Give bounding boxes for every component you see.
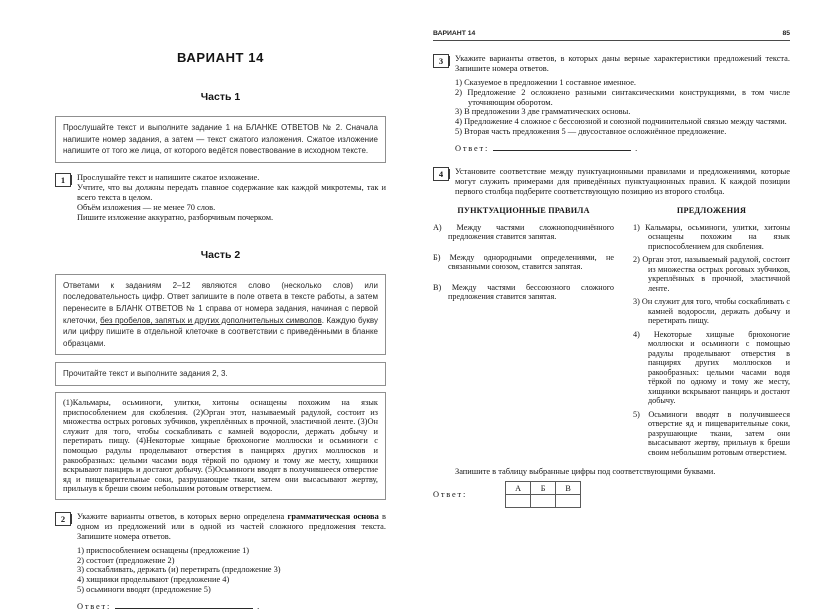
answer-table-header: А: [506, 482, 531, 495]
task-2-option: 3) соскабливать, держать (и) перетирать (предложение 3): [77, 565, 281, 575]
task-2-number: 2: [55, 512, 71, 526]
matching-columns: [433, 206, 790, 462]
answer-table-input-row: [506, 495, 581, 508]
part1-heading: Часть 1: [200, 91, 241, 103]
task-3-options: [455, 78, 790, 137]
task-2-body: [77, 512, 386, 612]
running-title: ВАРИАНТ 14: [433, 30, 476, 37]
answer-suffix: .: [635, 143, 638, 153]
task-1-number-column: [55, 173, 77, 223]
task-3-option: 5) Вторая часть предложения 5 — двусоставное осложнённое предложение.: [455, 126, 727, 136]
task-4-answer-row: [433, 481, 790, 508]
variant-title: ВАРИАНТ 14: [177, 50, 264, 65]
sentence-item: 4) Некоторые хищные брюхоногие моллюски и осьминоги с помощью радулы проделывают отверстия в панцирях других моллюсков и ракообразных: целыми часами водя тёркой по одному и тому же месту, хищники вскрывают панцирь и достают добычу.: [633, 329, 790, 406]
answer-table: [505, 481, 581, 508]
running-header: [433, 30, 790, 41]
answer-label: Ответ:: [433, 490, 468, 500]
task-3: [433, 54, 790, 154]
rule-item: Б) Между однородными определениями, не связанными союзом, ставится запятая.: [433, 252, 614, 272]
task-4-stem: Установите соответствие между пунктуационными правилами и предложениями, которые могут служить примерами для приведённых пунктуационных правил. К каждой позиции первого столбца подберите соответствующую позицию из второго столбца.: [455, 166, 790, 196]
task-1-body: [77, 173, 386, 223]
sentences-column: [633, 206, 790, 462]
task-1-line: Учтите, что вы должны передать главное содержание как каждой микротемы, так и всего текста в целом.: [77, 182, 386, 202]
task-3-answer-row: [455, 143, 790, 154]
task-1-line: Объём изложения — не менее 70 слов.: [77, 202, 216, 212]
part2-instruction-text: . Каждую букву или цифру пишите в отдельной клеточке в соответствии с приведёнными в бланке образцами.: [63, 315, 378, 348]
task-2-stem-text: Укажите варианты ответов, в которых верно определена: [77, 511, 288, 521]
part2-heading: Часть 2: [200, 248, 241, 261]
task-3-answer-blank[interactable]: [493, 143, 631, 151]
punctuation-rules-column: [433, 206, 614, 462]
task-3-option: 1) Сказуемое в предложении 1 составное именное.: [455, 78, 637, 87]
task-1-number: 1: [55, 173, 71, 187]
answer-table-header: В: [556, 482, 581, 495]
left-page: [55, 0, 386, 612]
task-4: [433, 167, 790, 197]
part1-instruction-box: Прослушайте текст и выполните задание 1 на БЛАНКЕ ОТВЕТОВ № 2. Сначала напишите номер задания, а затем — текст сжатого изложения. Сжатое изложение напишите от того же лица, от которого ведётся повествование в исходном тексте.: [55, 116, 386, 163]
rule-item: А) Между частями сложноподчинённого предложения ставится запятая.: [433, 222, 614, 242]
sentence-item: 3) Он служит для того, чтобы соскабливать с камней водоросли, держать добычу и перетирать пищу.: [633, 297, 790, 326]
answer-cell-b[interactable]: [531, 495, 556, 508]
answer-label: Ответ:: [77, 601, 112, 611]
task-3-body: [455, 54, 790, 154]
page-number: 85: [782, 30, 790, 37]
sentences-column-header: ПРЕДЛОЖЕНИЯ: [676, 205, 747, 215]
answer-table-header: Б: [531, 482, 556, 495]
read-text-note-box: Прочитайте текст и выполните задания 2, 3.: [55, 362, 386, 386]
answer-suffix: .: [257, 601, 260, 611]
right-page: [433, 0, 790, 508]
table-note: Запишите в таблицу выбранные цифры под соответствующими буквами.: [455, 467, 716, 477]
task-2-answer-blank[interactable]: [115, 601, 253, 609]
task-2-option: 2) состоит (предложение 2): [77, 555, 175, 565]
task-1-line: Пишите изложение аккуратно, разборчивым почерком.: [77, 212, 274, 222]
task-2: [55, 512, 386, 612]
task-2-option: 1) приспособлением оснащены (предложение 1): [77, 545, 250, 555]
rule-item: В) Между частями бессоюзного сложного предложения ставится запятая.: [433, 282, 614, 302]
part2-instruction-underlined: без пробелов, запятых и других дополнительных символов: [100, 315, 322, 325]
source-text-box: (1)Кальмары, осьминоги, улитки, хитоны оснащены похожим на язык приспособлением для скобления. (2)Орган этот, называемый радулой, состоит из множества острых роговых зубчиков, укреплённых в прочной, эластичной ленте. (3)Он служит для того, чтобы соскабливать с камней водоросли, держать добычу и перетирать пищу. (4)Некоторые хищные брюхоногие моллюски и осьминоги с помощью радулы проделывают отверстия в панцирях других моллюсков и ракообразных: целыми часами водя тёркой по одному и тому же месту, хищники вскрывают панцирь и достают добычу. (5)Осьминоги вводят в получившееся отверстие яд и пищеварительные соки, разрушающие ткани, затем они высасывают жертву, прильнув к бреши своим небольшим ротовым отверстием.: [55, 392, 386, 500]
task-2-number-column: [55, 512, 77, 612]
task-3-option: 4) Предложение 4 сложное с бессоюзной и союзной подчинительной связью между частями.: [455, 117, 787, 127]
task-3-stem: Укажите варианты ответов, в которых даны верные характеристики предложений текста. Запишите номера ответов.: [455, 54, 790, 73]
sentence-item: 1) Кальмары, осьминоги, улитки, хитоны оснащены похожим на язык приспособлением для скобления.: [633, 222, 790, 251]
task-4-body: [455, 167, 790, 197]
answer-cell-v[interactable]: [556, 495, 581, 508]
task-3-option: 3) В предложении 3 две грамматических основы.: [455, 107, 631, 117]
rules-column-header: ПУНКТУАЦИОННЫЕ ПРАВИЛА: [457, 205, 590, 215]
task-2-stem-text: в одном из предложений или в одной из частей сложного предложения текста. Запишите номера ответов.: [77, 511, 386, 541]
answer-label: Ответ:: [455, 143, 490, 153]
part2-instruction-text: Ответами к заданиям 2–12 являются слово (несколько слов) или последовательность цифр. Ответ запишите в поле ответа в тексте работы, а затем перенесите в БЛАНК ОТВЕТОВ № 1 справа от номера задания, начиная с первой клеточки,: [63, 280, 378, 325]
task-3-number-column: [433, 54, 455, 154]
task-4-number: 4: [433, 167, 449, 181]
task-2-answer-row: [77, 601, 386, 612]
part2-instruction-box: [55, 274, 386, 356]
task-4-number-column: [433, 167, 455, 197]
task-2-stem: [77, 512, 386, 542]
task-2-stem-bold: грамматическая основа: [287, 511, 379, 521]
answer-cell-a[interactable]: [506, 495, 531, 508]
task-3-option: 2) Предложение 2 осложнено разными синтаксическими конструкциями, в том числе уточняющим оборотом.: [455, 87, 790, 107]
sentence-item: 2) Орган этот, называемый радулой, состоит из множества острых роговых зубчиков, укреплённых в прочной, эластичной ленте.: [633, 255, 790, 293]
task-3-number: 3: [433, 54, 449, 68]
sentence-item: 5) Осьминоги вводят в получившееся отверстие яд и пищеварительные соки, разрушающие ткани, затем они высасывают жертву, прильнув к бреши своим небольшим ротовым отверстием.: [633, 409, 790, 457]
task-2-option: 5) осьминоги вводят (предложение 5): [77, 585, 211, 595]
task-1-line: Прослушайте текст и напишите сжатое изложение.: [77, 172, 260, 182]
answer-table-header-row: [506, 482, 581, 495]
task-2-option: 4) хищники проделывают (предложение 4): [77, 575, 230, 585]
task-1: [55, 173, 386, 223]
task-2-options: [77, 546, 386, 595]
